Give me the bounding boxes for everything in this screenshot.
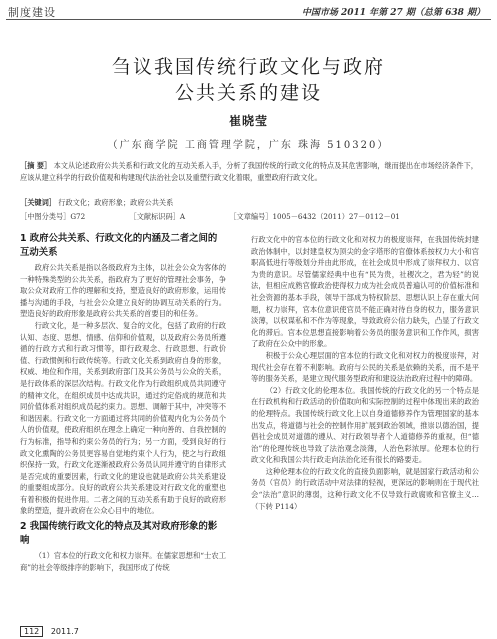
issue-date: 2011.7	[50, 627, 79, 636]
paragraph: （2）行政文化的伦理本位。我国传统的行政文化的另一个特点是在行政机构和行政活动的价值取向和实际控制的过程中体现出来的政治的伦理特点。我国传统行政文化上以自身道德修养作为管理国家的基本出发点，将道德与社会的控制作用扩展到政治领域，推崇以德治国，提倡社会成员对道德的遵从、对行政领导者个人道德修养的重视，但“德治”的伦理传统也导致了法治观念淡薄，人治色彩浓厚。伦理本位的行政文化和我国公共行政走向法治化还有很长的路要走。	[251, 385, 479, 465]
keywords-label: ［关键词］	[20, 198, 56, 207]
section-heading-1: 1 政府公共关系、行政文化的内涵及二者之间的互动关系	[20, 233, 218, 258]
right-column	[251, 234, 479, 512]
article-identifiers	[20, 212, 478, 222]
paragraph: 政府公共关系是指以各级政府为主体，以社会公众为客体的一种特殊类型的公共关系，指政府为了更好的管理社会事务，争取公众对政府工作的理解和支持，塑造良好的政府形象，运用传播与沟通的手段，与社会公众建立良好的协调互动关系的行为。塑造良好的政府形象是政府公共关系的首要目的和任务。	[20, 263, 226, 319]
paragraph: 行政文化，是一种多层次、复合的文化，包括了政府的行政认知、态度、思想、情感、信仰和价值观，以及政府公务员所遵循的行政方式和行政习惯等，即行政观念、行政思想、行政价值、行政惯例和行政传统等。行政文化关系到政府自身的形象，权威、地位和作用，关系到政府部门及其公务员与公众的关系，是行政体系的深层次结构。行政文化作为行政组织成员共同遵守的精神文化，在组织成员中达成共识，通过约定俗成的规范和共同价值体系对组织成员起约束力。思想、调解于其中，冲突等不和谐因素。行政文化一方面通过将共同的价值观内化为公务员个人的价值观，使政府组织在理念上确定一种向善的、自我控制的行为标准，指导和约束公务员的行为；另一方面，受到良好的行政文化熏陶的公务员更容易自觉地约束个人行为，使之与行政组织保持一致，行政文化逐渐被政府公务员认同并遵守的自律形式是否完成的重要因素，行政文化的建设也就是政府公共关系建设的重要组成部分。良好的政府公共关系建设对行政文化的重塑也有着积极的促进作用。二者之间的互动关系有助于良好的政府形象的塑造，提升政府在公众心目中的地位。	[20, 320, 226, 516]
paragraph: 行政文化中的官本位的行政文化和对权力的极度崇拜，在我国传统封建政治体制中，以封建皇权为顶尖的金字塔形的官僚体系按权力大小和官职高低进行等级划分并由此形成，在社会成员中形成了崇拜权力、以官为贵的意识。尽管儒家经典中也有“民为贵，社稷次之，君为轻”的说法，但相应成熟官僚政治使得权力成为社会成员普遍认可的价值标准和社会资源的基本手段，领导干部成为特权阶层、思想认识上存在重大问题，权力崇拜，官本位意识使官员不能正确对待自身的权力，服务意识淡薄，以权谋私和不作为等现象，导致政府公信力缺失，凸显了行政文化的滞后。官本位思想直接影响着公务员的服务意识和工作作风，损害了政府在公众中的形象。	[251, 235, 479, 349]
left-column	[20, 232, 226, 573]
author-affiliation: （广东商学院 工商管理学院，广东 珠海 510320）	[107, 140, 390, 151]
paragraph: 这种伦理本位的行政文化的直接负面影响，就是国家行政活动和公务员（官员）的行政活动中对法律的轻视，更深远的影响则在于现代社会“法治”意识的薄弱，这种行政文化不仅导致行政腐败和官僚主义…（下转 P114）	[251, 466, 479, 511]
article-number: ［文章编号］1005－6432（2011）27－0112－01	[229, 212, 400, 221]
page-number: 112	[20, 626, 43, 637]
journal-info: 中国市场 2011 年第 27 期（总第 638 期）	[301, 8, 485, 18]
abstract-label: ［摘 要］	[20, 161, 52, 170]
clc-number: ［中图分类号］G72	[20, 212, 86, 221]
header-rule	[6, 19, 491, 20]
keywords	[20, 198, 478, 208]
paragraph: （1）官本位的行政文化和权力崇拜。在儒家思想和“士农工商”的社会等级排序的影响下，我国形成了传统	[20, 551, 226, 572]
abstract-text: 本文从论述政府公共关系和行政文化的互动关系入手，分析了我国传统的行政文化的特点及其危害影响，继而提出在市场经济条件下，应该从建立科学的行政价值观和构建现代法治社会以及重塑行政文化着眼，重塑政府行政文化。	[20, 161, 478, 182]
running-header	[0, 0, 497, 22]
abstract	[20, 160, 478, 184]
paragraph: 积极于公众心理层面的官本位的行政文化和对权力的极度崇拜，对现代社会存在着不利影响。政府与公民的关系是依赖的关系，而不是平等的服务关系，是建立现代服务型政府和建设法治政府过程中的障碍。	[251, 350, 479, 384]
article-title-line1: 刍议我国传统行政文化与政府	[111, 56, 385, 78]
section-heading-2: 2 我国传统行政文化的特点及其对政府形象的影响	[20, 521, 218, 547]
author-name: 崔晓莹	[228, 114, 268, 128]
document-code: ［文献标识码］A	[129, 212, 186, 221]
keywords-text: 行政文化；政府形象；政府公共关系	[58, 198, 174, 207]
page-footer	[20, 626, 79, 637]
article-title-line2: 公共关系的建设	[174, 82, 322, 104]
section-name: 制度建设	[8, 6, 56, 19]
